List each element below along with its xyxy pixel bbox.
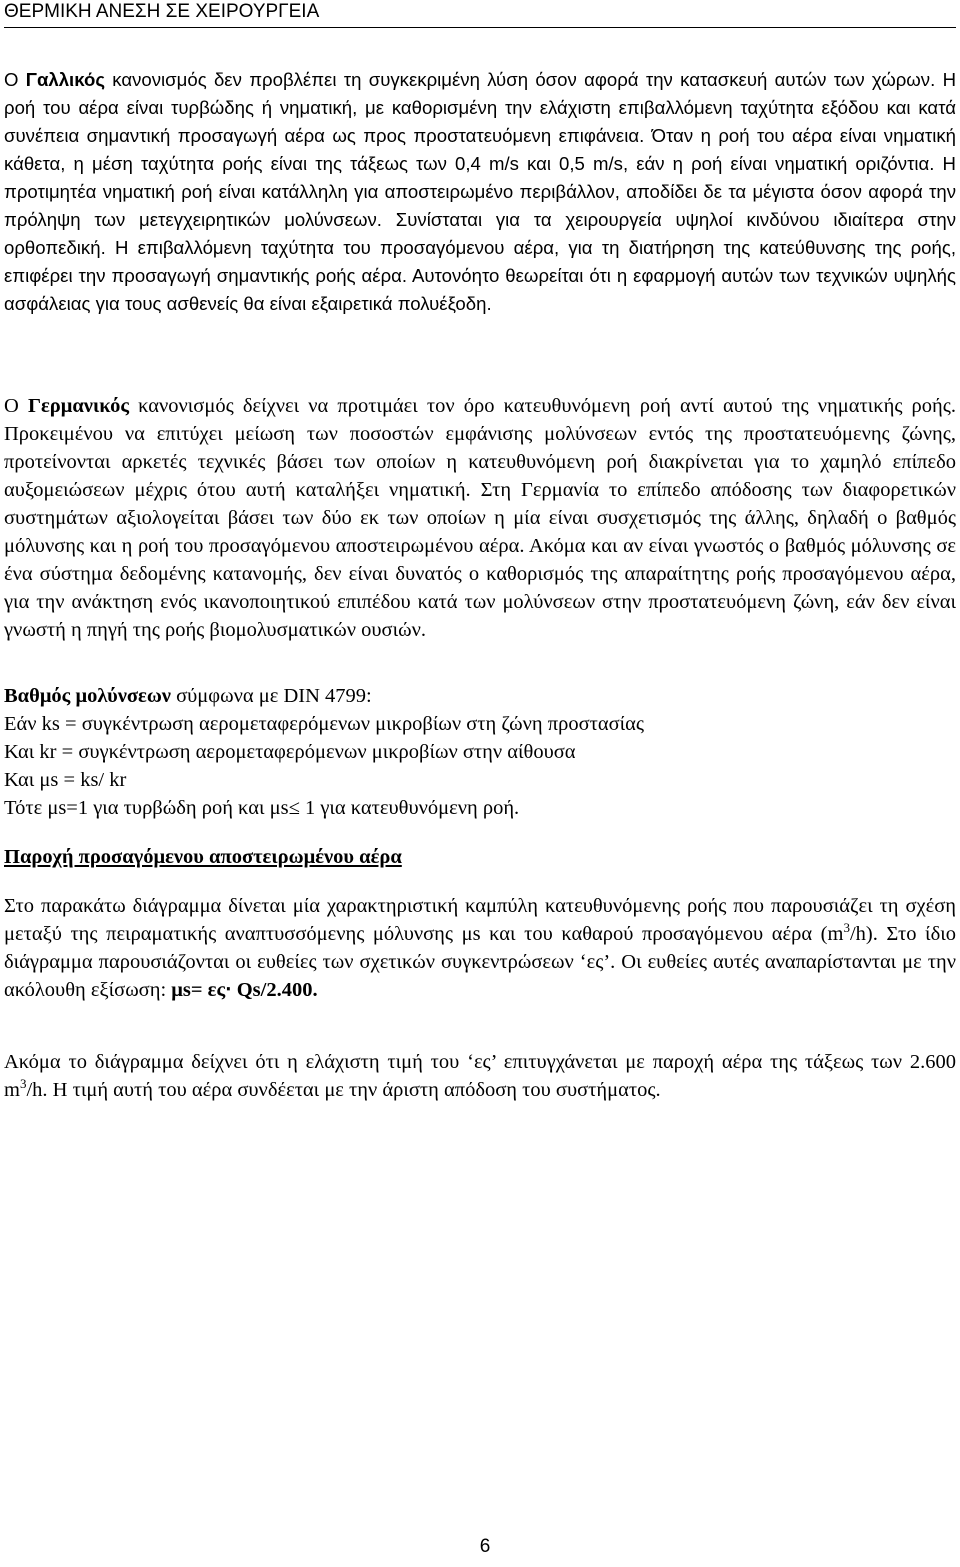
less-equal-symbol: ≤ [288, 797, 300, 819]
p2-bold: Γερμανικός [27, 395, 129, 417]
paragraph-german-regulation [4, 392, 956, 644]
conclusion-part-b: 1 για κατευθυνόμενη ροή. [299, 797, 520, 819]
running-header: ΘΕΡΜΙΚΗ ΑΝΕΣΗ ΣΕ ΧΕΙΡΟΥΡΓΕΙΑ [4, 0, 956, 28]
definitions-title-bold: Βαθμός μολύνσεων [4, 685, 171, 707]
p1-lead: Ο [4, 69, 26, 90]
p3-text-a: Στο παρακάτω διάγραμμα δίνεται μία χαρακτηριστική καμπύλη κατευθυνόμενης ροής που παρουσιάζει τη σχέση μεταξύ της πειραματικής αναπτυσσόμενης μόλυνσης μs και του καθαρού προσαγόμενου αέρα (m [4, 895, 956, 945]
p1-text: κανονισμός δεν προβλέπει τη συγκεκριμένη λύση όσον αφορά την κατασκευή αυτών των χώρων. Η ροή του αέρα είναι τυρβώδης ή νηματική, με καθορισμένη την ελάχιστη επιβαλλόμενη ταχύτητα εξόδου και κατά συνέπεια σημαντική προσαγωγή αέρα ως προς προστατευόμενη επιφάνεια. Όταν η ροή του αέρα είναι νηματική κάθετα, η μέση ταχύτητα ροής είναι της τάξεως των 0,4 m/s και 0,5 m/s, εάν η ροή είναι νηματική οριζόντια. Η προτιμητέα νηματική ροή είναι κατάλληλη για αποστειρωμένο περιβάλλον, αποδίδει δε τα μέγιστα όσον αφορά την πρόληψη των μετεγχειρητικών μολύνσεων. Συνίσταται για τα χειρουργεία υψηλοί κινδύνου ιδιαίτερα στην ορθοπεδική. Η επιβαλλόμενη ταχύτητα του προσαγόμενου αέρα, για τη διατήρηση της κατεύθυνσης της ροής, επιφέρει την προσαγωγή σημαντικής ροής αέρα. Αυτονόητο θεωρείται ότι η εφαρμογή αυτών των τεχνικών υψηλής ασφάλειας για τους ασθενείς θα είναι εξαιρετικά πολυέξοδη. [4, 69, 956, 314]
section-title: Παροχή προσαγόμενου αποστειρωμένου αέρα [4, 846, 402, 868]
p3-superscript: 3 [843, 920, 850, 936]
definition-kr: Και kr = συγκέντρωση αερομεταφερόμενων μικροβίων στην αίθουσα [4, 741, 576, 763]
conclusion-part-a: Τότε μs=1 για τυρβώδη ροή και μs [4, 797, 289, 819]
p2-lead: Ο [4, 395, 28, 417]
definition-mus: Και μs = ks/ kr [4, 769, 127, 791]
p2-text: κανονισμός δείχνει να προτιμάει τον όρο κατευθυνόμενη ροή αντί αυτού της νηματικής ροής. Προκειμένου να επιτύχει μείωση των ποσοστών εμφάνισης μολύνσεων εντός της προστατευόμενης ζώνης, προτείνονται αρκετές τεχνικές βάσει των οποίων η κατευθυνόμενη ροή διακρίνεται για το χαμηλό επίπεδο αυξομειώσεων μέχρις ότου αυτή καταλήξει νηματική. Στη Γερμανία το επίπεδο απόδοσης των διαφορετικών συστημάτων αξιολογείται βάσει των δύο εκ των οποίων η μία είναι συσχετισμός της άλλης, δηλαδή ο βαθμός μόλυνσης και η ροή του προσαγόμενου αποστειρωμένου αέρα. Ακόμα και αν είναι γνωστός ο βαθμός μόλυνσης σε ένα σύστημα δεδομένης κατανομής, δεν είναι δυνατός ο καθορισμός της απαραίτητης ροής προσαγόμενου αέρα, για την ανάκτηση ενός ικανοποιητικού επιπέδου κατά των μολύνσεων στην προστατευόμενη ζώνη, εάν δεν είναι γνωστή η πηγή της ροής βιομολυσματικών ουσιών. [4, 395, 956, 641]
paragraph-minimum-value [4, 1048, 956, 1104]
p4-text-b: /h. Η τιμή αυτή του αέρα συνδέεται με την άριστη απόδοση του συστήματος. [26, 1079, 661, 1101]
paragraph-diagram-description [4, 892, 956, 1004]
definition-conclusion [4, 794, 956, 822]
page-number: 6 [479, 1536, 491, 1557]
paragraph-french-regulation [4, 66, 956, 318]
definition-ks: Εάν ks = συγκέντρωση αερομεταφερόμενων μικροβίων στη ζώνη προστασίας [4, 713, 645, 735]
p4-text-a: Ακόμα το διάγραμμα δείχνει ότι η ελάχιστη τιμή του ‘ες’ επιτυγχάνεται με παροχή αέρα της τάξεως των 2.600 m [4, 1051, 956, 1101]
definitions-title-rest: σύμφωνα με DIN 4799: [170, 685, 372, 707]
p1-bold: Γαλλικός [25, 69, 105, 90]
p4-superscript: 3 [19, 1076, 27, 1092]
p3-text-b: /h). Στο ίδιο διάγραμμα παρουσιάζονται οι ευθείες των σχετικών συγκεντρώσεων ‘ες’. Οι ευθείες αυτές αναπαρίστανται με την ακόλουθη εξίσωση: [4, 923, 956, 1001]
formula: μs= ες⋅ Qs/2.400. [171, 979, 318, 1001]
contamination-definitions [4, 682, 956, 822]
definitions-title [4, 682, 956, 710]
